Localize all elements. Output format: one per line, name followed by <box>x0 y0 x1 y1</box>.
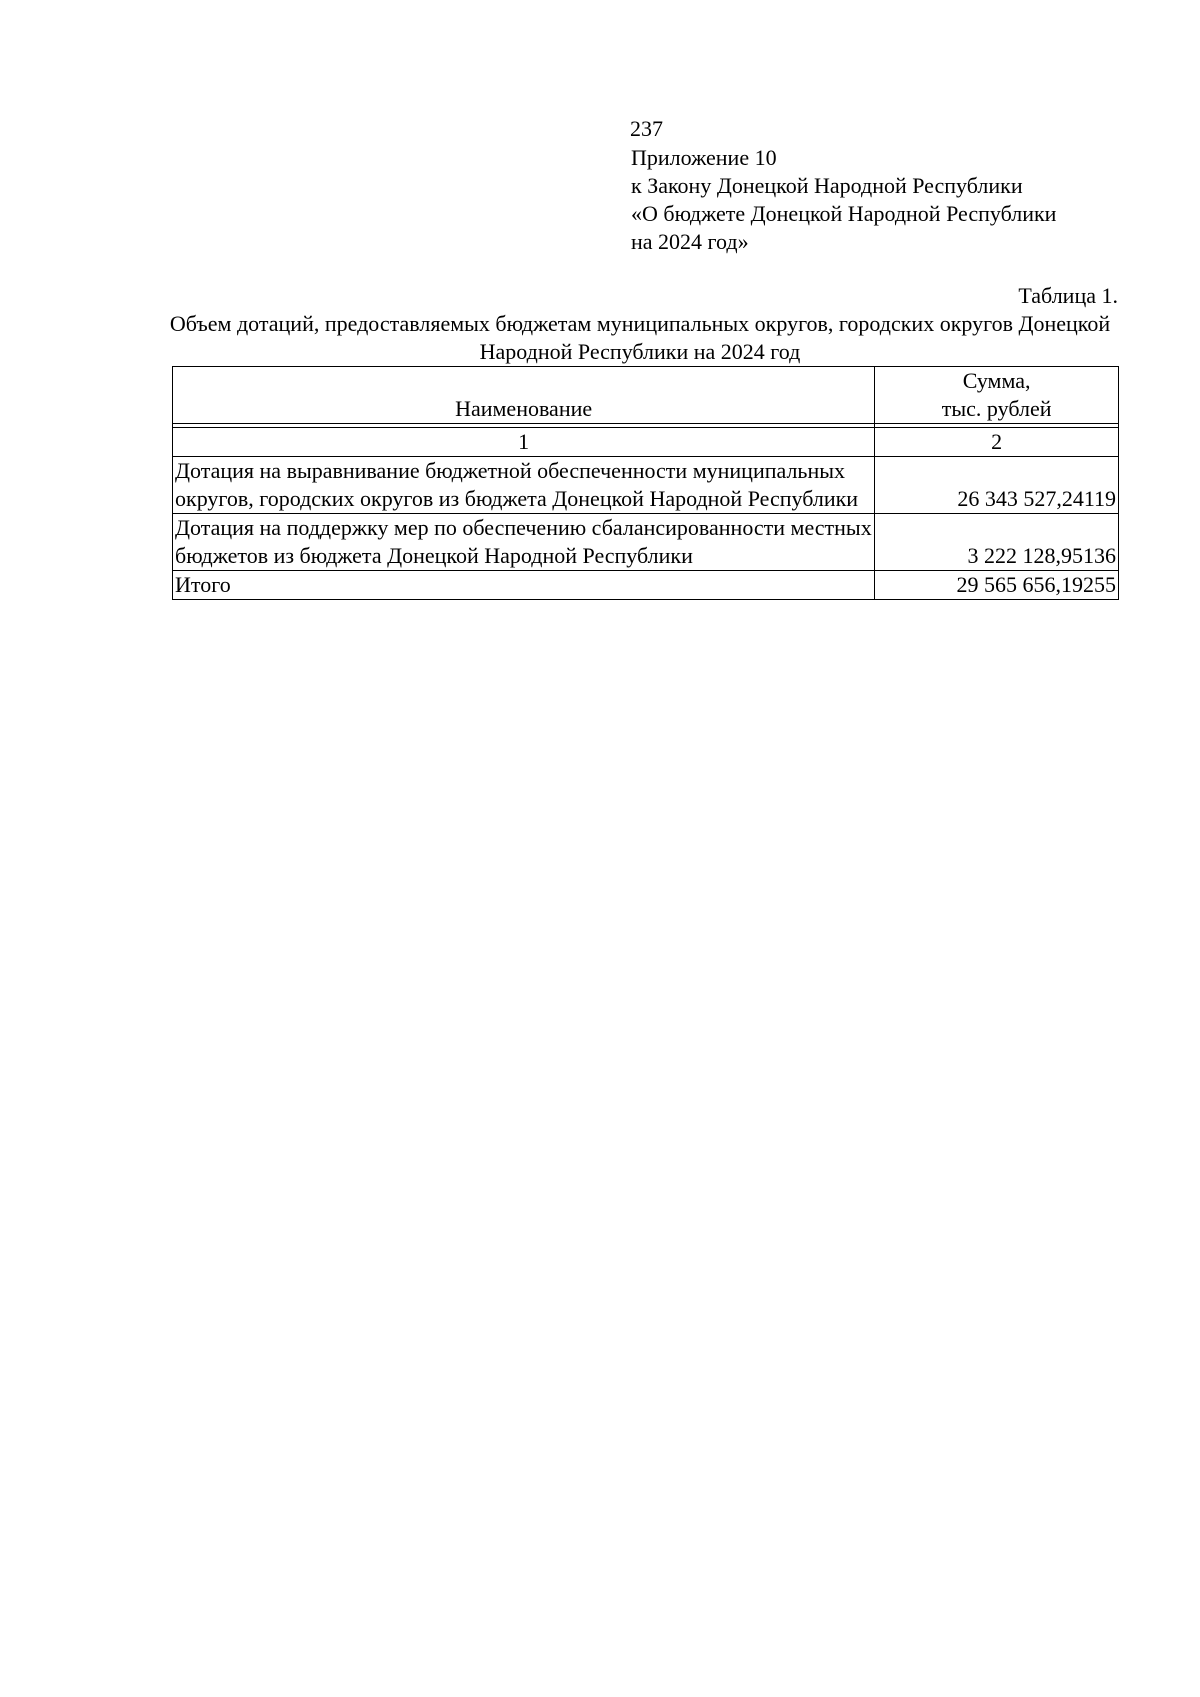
table-total-row <box>173 571 1119 600</box>
total-label: Итого <box>173 571 875 600</box>
annex-heading <box>631 144 1056 256</box>
annex-line: Приложение 10 <box>631 145 777 170</box>
annex-line: на 2024 год» <box>631 229 749 254</box>
table-row <box>173 457 1119 514</box>
header-sum-line: Сумма, <box>962 368 1031 393</box>
dotation-table <box>172 366 1119 600</box>
row-name: Дотация на поддержку мер по обеспечению сбалансированности местных бюджетов из бюджета Донецкой Народной Республики <box>173 514 875 571</box>
table-row <box>173 514 1119 571</box>
annex-line: «О бюджете Донецкой Народной Республики <box>631 201 1057 226</box>
total-sum: 29 565 656,19255 <box>875 571 1119 600</box>
header-sum <box>875 367 1119 424</box>
header-name: Наименование <box>173 367 875 424</box>
table-title: Объем дотаций, предоставляемых бюджетам муниципальных округов, городских округов Донецкой Народной Республики на 2024 год <box>169 311 1111 364</box>
column-number-row <box>173 428 1119 457</box>
annex-line: к Закону Донецкой Народной Республики <box>631 173 1023 198</box>
table-header-row <box>173 367 1119 424</box>
table-label: Таблица 1. <box>1018 283 1118 308</box>
row-sum: 3 222 128,95136 <box>875 514 1119 571</box>
row-sum: 26 343 527,24119 <box>875 457 1119 514</box>
row-name: Дотация на выравнивание бюджетной обеспеченности муниципальных округов, городских округов из бюджета Донецкой Народной Республики <box>173 457 875 514</box>
page-number: 237 <box>630 116 663 141</box>
header-sum-line: тыс. рублей <box>941 396 1052 421</box>
column-number: 1 <box>173 428 875 457</box>
column-number: 2 <box>875 428 1119 457</box>
